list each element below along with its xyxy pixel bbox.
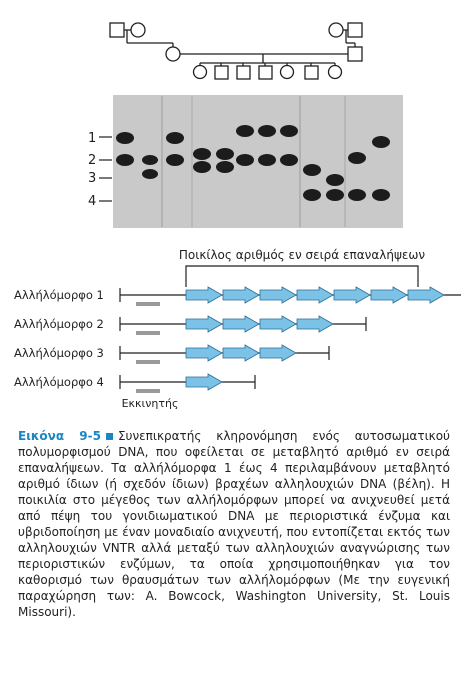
gel-band — [116, 132, 134, 144]
promoter-label: Εκκινητής — [121, 397, 179, 410]
gel-band — [258, 154, 276, 166]
gel-band — [193, 148, 211, 160]
gel-band — [303, 164, 321, 176]
promoter-bar — [136, 331, 160, 335]
gel-band — [280, 125, 298, 137]
pedigree-male — [305, 66, 318, 79]
repeat-arrow — [186, 287, 222, 303]
gel-band — [372, 189, 390, 201]
repeat-arrow — [260, 316, 296, 332]
gel-band — [326, 189, 344, 201]
pedigree — [110, 23, 362, 79]
pedigree-female — [166, 47, 180, 61]
gel-image — [88, 95, 403, 228]
pedigree-female — [329, 23, 343, 37]
repeat-arrow — [260, 345, 296, 361]
repeat-arrow — [223, 287, 259, 303]
promoter-bar — [136, 302, 160, 306]
repeat-arrow — [260, 287, 296, 303]
pedigree-male — [237, 66, 250, 79]
allele-diagram — [14, 248, 461, 410]
gel-band — [372, 136, 390, 148]
repeat-arrow — [334, 287, 370, 303]
gel-marker-2: 2 — [88, 153, 97, 168]
gel-band — [216, 148, 234, 160]
gel-band — [303, 189, 321, 201]
allele-label: Αλλήλόμορφο 1 — [14, 288, 104, 302]
promoter-bar — [136, 389, 160, 393]
vntr-label: Ποικίλος αριθμός εν σειρά επαναλήψεων — [178, 248, 426, 262]
allele-row — [14, 287, 461, 306]
gel-band — [348, 189, 366, 201]
promoter-bar — [136, 360, 160, 364]
gel-band — [193, 161, 211, 173]
gel-band — [236, 154, 254, 166]
gel-marker-1: 1 — [88, 131, 97, 146]
repeat-arrow — [186, 374, 222, 390]
allele-row — [14, 345, 329, 364]
gel-band — [166, 132, 184, 144]
repeat-arrow — [186, 345, 222, 361]
gel-band — [142, 169, 158, 179]
pedigree-male — [259, 66, 272, 79]
allele-row — [14, 374, 255, 393]
repeat-arrow — [371, 287, 407, 303]
gel-band — [258, 125, 276, 137]
caption-text: Συνεπικρατής κληρονόμηση ενός αυτοσωματικού πολυμορφισμού DNA, που οφείλεται σε μεταβλητό αριθμό εν σειρά επαναλήψεων. Τα αλλήλόμορφα 1 έως 4 περιλαμβάνουν μεταβλητό αριθμό ίδιων (ή σχεδόν ίδιων) βραχέων αλληλουχιών DNA (βέλη). Η ποικιλία στο μέγεθος των αλλήλομόρφων μπορεί να ανιχνευθεί μετά από πέψη του γονιδιωματικού DNA με περιοριστικά ένζυμα και υβριδοποίηση με έναν μοναδιαίο ανιχνευτή, που εντοπίζεται εκτός των αλληλουχιών VNTR αλλά μεταξύ των αλληλουχιών αναγνώρισης των περιοριστικών ενζύμων, τα οποία χρησιμοποιήθηκαν για τον καθορισμό των θραυσμάτων των αλλήλομόρφων (Με την ευγενική παραχώρηση των: A. Bowcock, Washington University, St. Louis Missouri). — [18, 429, 450, 619]
gel-band — [236, 125, 254, 137]
allele-label: Αλλήλόμορφο 3 — [14, 346, 104, 360]
pedigree-female — [281, 66, 294, 79]
pedigree-male — [110, 23, 124, 37]
pedigree-female — [329, 66, 342, 79]
pedigree-female — [131, 23, 145, 37]
figure-label: Εικόνα 9-5 — [18, 429, 101, 443]
caption-square-icon — [106, 433, 113, 440]
gel-band — [116, 154, 134, 166]
allele-label: Αλλήλόμορφο 2 — [14, 317, 104, 331]
pedigree-male — [215, 66, 228, 79]
pedigree-male — [348, 47, 362, 61]
allele-row — [14, 316, 366, 335]
figure-caption — [18, 428, 450, 620]
gel-band — [280, 154, 298, 166]
gel-band — [326, 174, 344, 186]
pedigree-female — [194, 66, 207, 79]
gel-band — [216, 161, 234, 173]
gel-marker-3: 3 — [88, 171, 97, 186]
vntr-bracket — [186, 266, 418, 287]
repeat-arrow — [186, 316, 222, 332]
pedigree-male — [348, 23, 362, 37]
allele-label: Αλλήλόμορφο 4 — [14, 375, 104, 389]
repeat-arrow — [297, 316, 333, 332]
repeat-arrow — [297, 287, 333, 303]
repeat-arrow — [408, 287, 444, 303]
gel-band — [142, 155, 158, 165]
gel-band — [166, 154, 184, 166]
repeat-arrow — [223, 345, 259, 361]
repeat-arrow — [223, 316, 259, 332]
gel-band — [348, 152, 366, 164]
gel-marker-4: 4 — [88, 194, 97, 209]
